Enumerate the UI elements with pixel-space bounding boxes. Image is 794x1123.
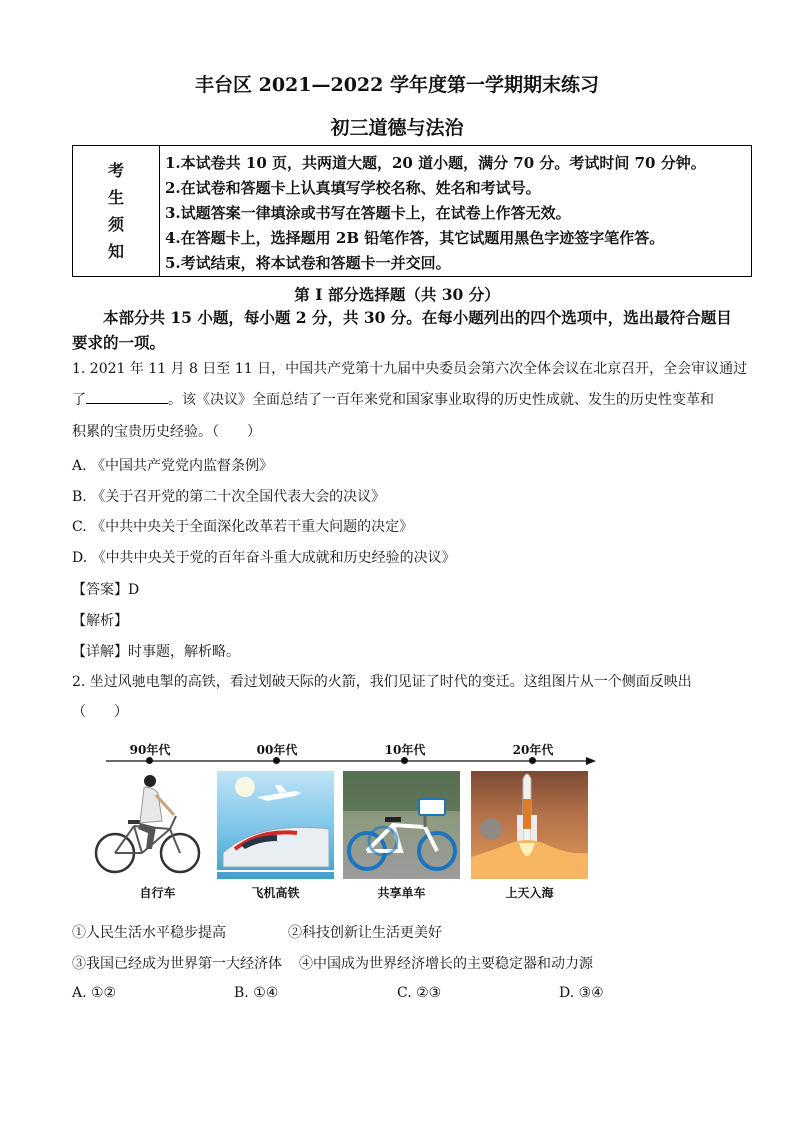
caption-bicycle: 自行车 — [139, 886, 176, 900]
notice-label — [73, 146, 160, 276]
shared-bike-illustration — [343, 771, 460, 879]
detail-text: 时事题，解析略。 — [128, 644, 240, 660]
q2-statement-1: ①人民生活水平稳步提高 — [72, 925, 226, 941]
q1-option-b: B. 《关于召开党的第二十次全国代表大会的决议》 — [72, 489, 386, 505]
q2-statement-4: ④中国成为世界经济增长的主要稳定器和动力源 — [299, 956, 593, 972]
notice-label-char: 考 — [107, 161, 124, 180]
notice-item: 1.本试卷共 10 页，共两道大题，20 道小题，满分 70 分。考试时间 70 分钟。 — [165, 154, 706, 172]
q2-option-b: B. ①④ — [234, 985, 279, 1001]
notice-box — [72, 145, 752, 277]
notice-item: 2.在试卷和答题卡上认真填写学校名称、姓名和考试号。 — [165, 179, 541, 197]
q1-detail — [72, 641, 240, 661]
q1-stem-line1: 1. 2021 年 11 月 8 日至 11 日，中国共产党第十九届中央委员会第六次全体会议在北京召开，全会审议通过 — [72, 361, 748, 377]
section-instruction: 本部分共 15 小题，每小题 2 分，共 30 分。在每小题列出的四个选项中，选出最符合题目要求的一项。 — [72, 308, 732, 352]
rocket-launch-illustration — [471, 771, 588, 879]
timeline-dot — [273, 757, 280, 764]
exam-title: 丰台区 2021—2022 学年度第一学期期末练习 — [195, 74, 599, 96]
answer-blank — [86, 389, 168, 404]
caption-plane-train: 飞机高铁 — [251, 886, 300, 900]
q2-statement-3: ③我国已经成为世界第一大经济体 — [72, 956, 282, 972]
q2-option-d: D. ③④ — [559, 985, 604, 1001]
q1-answer — [72, 579, 139, 599]
era-label-90s: 90年代 — [129, 743, 171, 757]
timeline-dot — [529, 757, 536, 764]
q1-option-c: C. 《中共中央关于全面深化改革若干重大问题的决定》 — [72, 519, 414, 535]
q1-option-a: A. 《中国共产党党内监督条例》 — [72, 458, 274, 474]
q2-stem-line1: 2. 坐过风驰电掣的高铁，看过划破天际的火箭，我们见证了时代的变迁。这组图片从一个侧面反映出 — [72, 674, 692, 690]
q1-stem-line3: 积累的宝贵历史经验。（ ） — [72, 424, 261, 440]
notice-item: 3.试题答案一律填涂或书写在答题卡上，在试卷上作答无效。 — [165, 204, 571, 222]
q1-stem-pre: 了 — [72, 392, 86, 408]
caption-rocket: 上天入海 — [505, 886, 554, 900]
era-label-10s: 10年代 — [384, 743, 426, 757]
bicycle-illustration — [90, 771, 207, 879]
notice-label-char: 知 — [107, 242, 124, 261]
section-title: 第 I 部分选择题（共 30 分） — [294, 285, 500, 304]
q1-analysis-label: 【解析】 — [72, 613, 128, 629]
q2-statement-2: ②科技创新让生活更美好 — [288, 925, 442, 941]
era-label-20s: 20年代 — [512, 743, 554, 757]
era-label-00s: 00年代 — [256, 743, 298, 757]
q2-stem-line2: （ ） — [72, 704, 128, 720]
detail-label: 【详解】 — [72, 644, 128, 660]
timeline-dot — [401, 757, 408, 764]
notice-item: 4.在答题卡上，选择题用 2B 铅笔作答，其它试题用黑色字迹签字笔作答。 — [165, 229, 665, 247]
notice-items — [165, 151, 745, 276]
plane-train-illustration — [217, 771, 334, 879]
answer-label: 【答案】 — [72, 582, 128, 598]
timeline-dot — [146, 757, 153, 764]
q1-stem-post: 。该《决议》全面总结了一百年来党和国家事业取得的历史性成就、发生的历史性变革和 — [168, 392, 714, 408]
q1-option-d: D. 《中共中央关于党的百年奋斗重大成就和历史经验的决议》 — [72, 550, 456, 566]
exam-subtitle: 初三道德与法治 — [330, 117, 464, 139]
notice-item: 5.考试结束，将本试卷和答题卡一并交回。 — [165, 254, 451, 272]
q2-option-a: A. ①② — [72, 985, 117, 1001]
q2-option-c: C. ②③ — [397, 985, 442, 1001]
caption-shared-bike: 共享单车 — [377, 886, 426, 900]
q1-stem-line2 — [72, 385, 714, 415]
notice-label-char: 须 — [107, 215, 124, 234]
notice-label-char: 生 — [107, 188, 124, 207]
answer-value: D — [128, 582, 140, 598]
